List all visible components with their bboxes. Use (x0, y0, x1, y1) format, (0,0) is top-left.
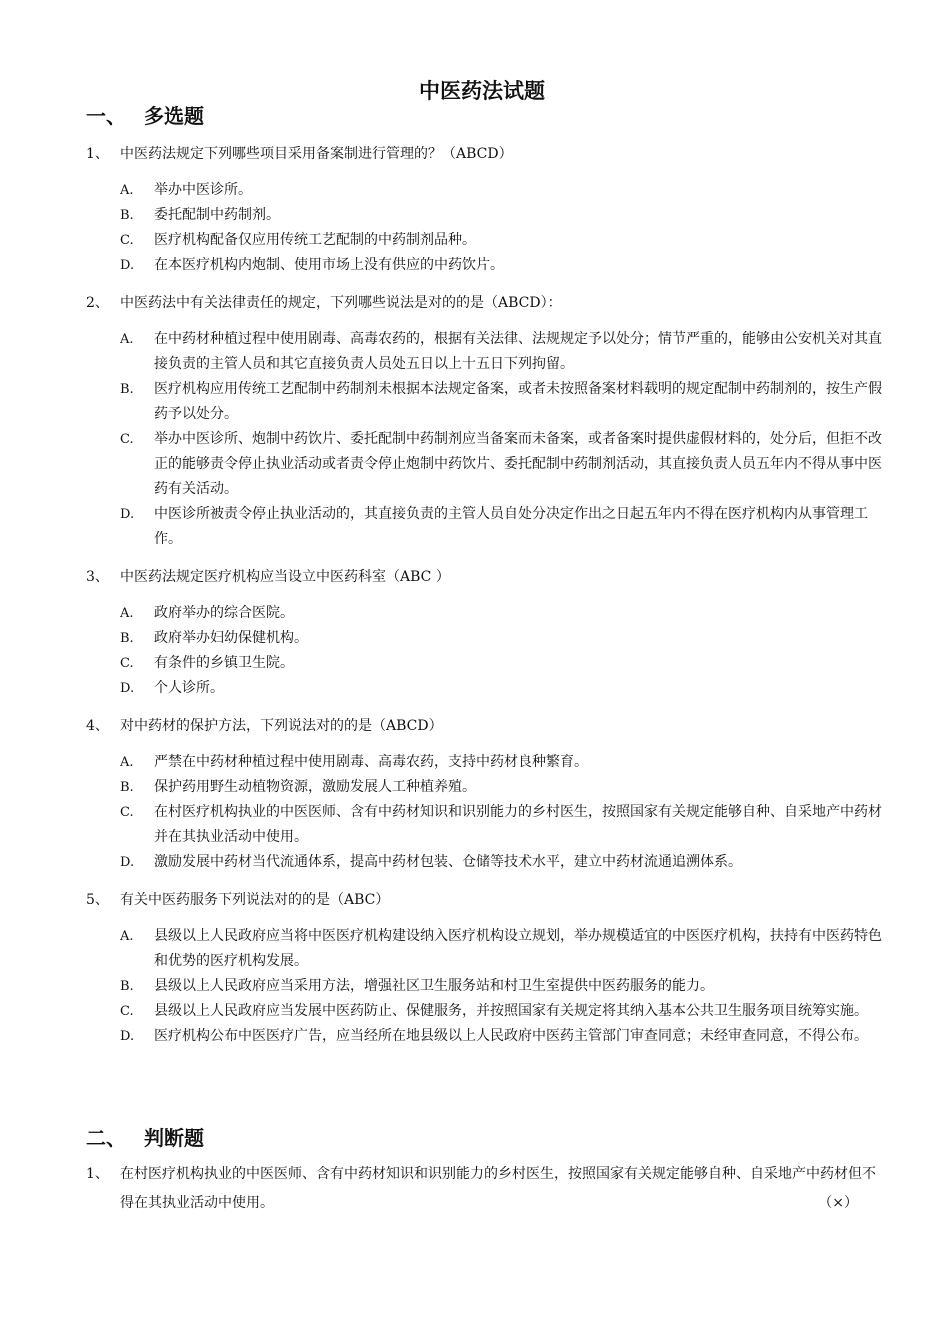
section-number: 一、 (86, 104, 126, 128)
option-letter: D. (120, 507, 135, 522)
question-stem (86, 142, 886, 167)
question-text: 在村医疗机构执业的中医医师、含有中药材知识和识别能力的乡村医生，按照国家有关规定能够自种、自采地产中药材但不得在其执业活动中使用。 (120, 1166, 876, 1211)
option-a (86, 178, 886, 203)
option-d (86, 502, 886, 552)
option-text: 严禁在中药材种植过程中使用剧毒、高毒农药，支持中药材良种繁育。 (154, 754, 588, 770)
option-list (86, 601, 886, 701)
option-text: 在中药材种植过程中使用剧毒、高毒农药的，根据有关法律、法规规定予以处分；情节严重的，能够由公安机关对其直接负责的主管人员和其它直接负责人员处五日以上十五日下列拘留。 (154, 331, 882, 372)
question-stem (86, 888, 886, 913)
option-letter: A. (120, 606, 134, 621)
option-text: 医疗机构应用传统工艺配制中药制剂未根据本法规定备案，或者未按照备案材料载明的规定配制中药制剂的，按生产假药予以处分。 (154, 381, 882, 422)
option-d (86, 253, 886, 278)
question-4 (86, 714, 886, 875)
question-number: 4、 (86, 718, 109, 734)
option-a (86, 924, 886, 974)
option-text: 中医诊所被责令停止执业活动的，其直接负责的主管人员自处分决定作出之日起五年内不得在医疗机构内从事管理工作。 (154, 506, 868, 547)
option-letter: A. (120, 183, 134, 198)
option-d (86, 676, 886, 701)
question-stem (86, 565, 886, 590)
option-letter: C. (120, 805, 134, 820)
option-letter: A. (120, 929, 134, 944)
question-3 (86, 565, 886, 701)
option-letter: A. (120, 755, 134, 770)
option-a (86, 750, 886, 775)
option-c (86, 999, 886, 1024)
option-list (86, 327, 886, 552)
option-letter: D. (120, 681, 135, 696)
option-letter: B. (120, 780, 134, 795)
section-title: 多选题 (144, 104, 204, 128)
option-a (86, 327, 886, 377)
option-text: 举办中医诊所。 (154, 182, 252, 198)
question-stem (86, 714, 886, 739)
option-b (86, 377, 886, 427)
question-text: 对中药材的保护方法，下列说法对的的是（ABCD） (120, 718, 443, 734)
option-letter: C. (120, 1004, 134, 1019)
option-text: 激励发展中药材当代流通体系，提高中药材包装、仓储等技术水平，建立中药材流通追溯体系。 (154, 854, 742, 870)
option-letter: D. (120, 855, 135, 870)
section-heading-true-false (86, 1124, 204, 1152)
question-number: 1、 (86, 146, 109, 162)
question-text: 中医药法规定下列哪些项目采用备案制进行管理的？（ABCD） (120, 146, 513, 162)
option-letter: B. (120, 631, 134, 646)
option-text: 政府举办妇幼保健机构。 (154, 630, 308, 646)
option-list (86, 750, 886, 875)
option-letter: D. (120, 258, 135, 273)
option-text: 县级以上人民政府应当发展中医药防止、保健服务，并按照国家有关规定将其纳入基本公共卫生服务项目统筹实施。 (154, 1003, 868, 1019)
option-letter: C. (120, 432, 134, 447)
option-text: 在本医疗机构内炮制、使用市场上没有供应的中药饮片。 (154, 257, 504, 273)
true-false-question-1 (86, 1160, 886, 1218)
question-number: 3、 (86, 569, 109, 585)
option-text: 委托配制中药制剂。 (154, 207, 280, 223)
question-text: 有关中医药服务下列说法对的的是（ABC） (120, 892, 390, 908)
option-text: 举办中医诊所、炮制中药饮片、委托配制中药制剂应当备案而未备案，或者备案时提供虚假材料的，处分后，但拒不改正的能够责令停止执业活动或者责令停止炮制中药饮片、委托配制中药制剂活动，其直接负责人员五年内不得从事中医药有关活动。 (154, 431, 882, 497)
option-text: 医疗机构公布中医医疗广告，应当经所在地县级以上人民政府中医药主管部门审查同意；未经审查同意，不得公布。 (154, 1028, 868, 1044)
option-list (86, 924, 886, 1049)
option-letter: B. (120, 382, 134, 397)
option-d (86, 850, 886, 875)
document-title: 中医药法试题 (419, 79, 545, 103)
option-b (86, 974, 886, 999)
option-b (86, 203, 886, 228)
option-letter: B. (120, 208, 134, 223)
option-letter: A. (120, 332, 134, 347)
option-a (86, 601, 886, 626)
question-text: 中医药法规定医疗机构应当设立中医药科室（ABC ） (120, 569, 450, 585)
question-number: 1、 (86, 1166, 109, 1182)
option-c (86, 427, 886, 502)
option-text: 医疗机构配备仅应用传统工艺配制的中药制剂品种。 (154, 232, 476, 248)
option-text: 县级以上人民政府应当采用方法，增强社区卫生服务站和村卫生室提供中医药服务的能力。 (154, 978, 714, 994)
question-stem (86, 1160, 886, 1218)
section-title: 判断题 (144, 1126, 204, 1150)
option-text: 有条件的乡镇卫生院。 (154, 655, 294, 671)
question-number: 2、 (86, 295, 109, 311)
question-5 (86, 888, 886, 1049)
option-letter: C. (120, 656, 134, 671)
option-b (86, 626, 886, 651)
question-2 (86, 291, 886, 552)
section-heading-multiple-choice (86, 102, 204, 130)
question-stem (86, 291, 886, 316)
option-text: 个人诊所。 (154, 680, 224, 696)
question-number: 5、 (86, 892, 109, 908)
option-c (86, 800, 886, 850)
option-d (86, 1024, 886, 1049)
option-list (86, 178, 886, 278)
option-c (86, 651, 886, 676)
section-number: 二、 (86, 1126, 126, 1150)
option-letter: C. (120, 233, 134, 248)
option-letter: D. (120, 1029, 135, 1044)
question-1 (86, 142, 886, 278)
option-text: 政府举办的综合医院。 (154, 605, 294, 621)
option-text: 保护药用野生动植物资源，激励发展人工种植养殖。 (154, 779, 476, 795)
option-letter: B. (120, 979, 134, 994)
option-b (86, 775, 886, 800)
option-c (86, 228, 886, 253)
answer-mark: （×） (818, 1195, 858, 1211)
option-text: 在村医疗机构执业的中医医师、含有中药材知识和识别能力的乡村医生，按照国家有关规定能够自种、自采地产中药材并在其执业活动中使用。 (154, 804, 882, 845)
question-text: 中医药法中有关法律责任的规定，下列哪些说法是对的的是（ABCD）： (120, 295, 562, 311)
option-text: 县级以上人民政府应当将中医医疗机构建设纳入医疗机构设立规划，举办规模适宜的中医医疗机构，扶持有中医药特色和优势的医疗机构发展。 (154, 928, 882, 969)
